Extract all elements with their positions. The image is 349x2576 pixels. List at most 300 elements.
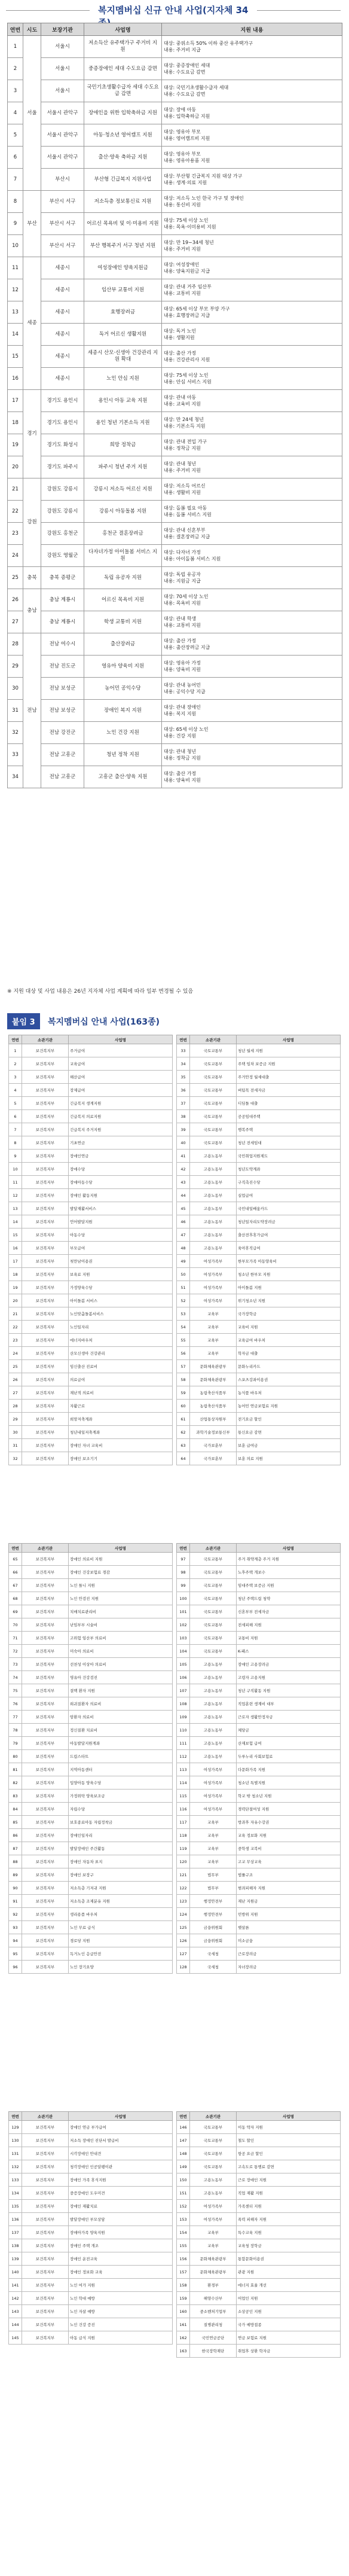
program-name: 장애인 자동차 표지 [69,1855,173,1868]
list-item [9,1110,173,1123]
program-no: 93 [9,1921,22,1934]
program-name: 국민내일배움카드 [237,1202,341,1215]
row-number: 27 [8,611,23,633]
list-item [9,1373,173,1386]
row-content: 대상: 영유아 부모 내용: 영유아용품 지원 [162,147,342,169]
program-name: 직업훈련 생계비 대부 [237,1697,341,1711]
list-item [9,1934,173,1947]
program-agency: 보건복지부 [22,1084,69,1097]
program-agency: 보건복지부 [22,2147,69,2160]
list-item [9,1452,173,1465]
subtable-header: 연번 [177,1544,190,1553]
program-no: 66 [9,1566,22,1579]
program-no: 148 [177,2147,190,2160]
program-agency: 행정안전부 [190,1895,237,1908]
list-item [177,2252,341,2266]
program-name: 청년일자리도약장려금 [237,1215,341,1228]
program-no: 67 [9,1579,22,1592]
table-row [8,545,342,567]
subtable-header: 사업명 [69,1035,173,1044]
list-item [9,1645,173,1658]
program-no: 96 [9,1961,22,1974]
list-item [9,1426,173,1439]
program-no: 121 [177,1868,190,1882]
program-no: 95 [9,1947,22,1961]
table-row [8,102,342,124]
program-name: 체당금 [237,1724,341,1737]
program-agency: 문화체육관광부 [190,2252,237,2266]
program-name: 노인 무료 급식 [69,1921,173,1934]
program-no: 64 [177,1452,190,1465]
table-row [8,766,342,788]
program-name: 중증장애인 도우미견 [69,2187,173,2200]
program-name: 고속도로 통행료 감면 [237,2160,341,2173]
program-agency: 보건복지부 [22,1044,69,1057]
list-item [9,1658,173,1671]
program-no: 114 [177,1776,190,1790]
program-no: 44 [177,1189,190,1202]
row-content: 대상: 국민기초생활수급자 세대 내용: 수도요금 감면 [162,80,342,102]
row-content: 대상: 관내 거주 임산부 내용: 교통비 지원 [162,279,342,301]
row-region: 서울 [23,36,41,191]
program-name: 노인일자리 [69,1321,173,1334]
program-agency: 보건복지부 [22,1553,69,1566]
program-name: 주택 임차 보증금 지원 [237,1057,341,1071]
row-program: 어르신 목욕비 지원 [84,589,162,611]
program-agency: 국토교통부 [190,1618,237,1632]
program-name: 결핵 환자 지원 [69,1684,173,1697]
program-no: 74 [9,1671,22,1684]
row-number: 34 [8,766,23,788]
program-agency: 교육부 [190,1842,237,1855]
program-agency: 보건복지부 [22,1724,69,1737]
program-agency: 국토교통부 [190,2121,237,2134]
list-item [177,1776,341,1790]
program-no: 92 [9,1908,22,1921]
row-agency: 세종시 [41,301,84,324]
program-name: 경로당 지원 [69,1934,173,1947]
program-agency: 보건복지부 [22,1189,69,1202]
program-no: 2 [9,1057,22,1071]
program-agency: 여성가족부 [190,1255,237,1268]
list-item [9,2226,173,2239]
row-number: 9 [8,213,23,235]
list-item [177,2331,341,2345]
list-item [9,1592,173,1605]
program-no: 84 [9,1803,22,1816]
program-no: 29 [9,1413,22,1426]
list-item [177,1592,341,1605]
program-no: 133 [9,2173,22,2187]
subtable-header: 사업명 [237,1544,341,1553]
program-name: 노인 학대 예방 [69,2292,173,2305]
program-no: 60 [177,1400,190,1413]
program-no: 134 [9,2187,22,2200]
program-name: 출산전후휴가급여 [237,1228,341,1242]
program-agency: 보건복지부 [22,2134,69,2147]
program-agency: 보건복지부 [22,2331,69,2345]
program-name: 전세피해 지원 [237,1618,341,1632]
program-agency: 보건복지부 [22,1400,69,1413]
subtable-header-row [177,2112,341,2121]
program-name: 부모급여 [69,1242,173,1255]
list-item [177,1136,341,1150]
list-item [177,1044,341,1057]
row-content: 대상: 만 24세 청년 내용: 기본소득 지원 [162,412,342,434]
row-agency: 전남 강진군 [41,722,84,744]
row-program: 강릉시 아동돌봄 지원 [84,501,162,523]
program-agency: 보건복지부 [22,1426,69,1439]
list-item [9,1360,173,1373]
program-name: 근로자 생활안정자금 [237,1711,341,1724]
program-name: 근로 장애인 지원 [237,2173,341,2187]
program-agency: 고용노동부 [190,1202,237,1215]
row-content: 대상: 장애 아동 내용: 입학축하금 지원 [162,102,342,124]
list-item [177,1334,341,1347]
list-item [177,1110,341,1123]
program-no: 155 [177,2239,190,2252]
program-agency: 법무부 [190,1868,237,1882]
program-name: 의료급여 [69,1373,173,1386]
subtable-header: 소관기관 [190,1544,237,1553]
row-region: 경기 [23,390,41,478]
program-agency: 보건복지부 [22,1097,69,1110]
list-item [9,1671,173,1684]
subtable-header-row [9,2112,173,2121]
program-agency: 보건복지부 [22,1386,69,1400]
list-item [177,1084,341,1097]
row-agency: 부산시 서구 [41,235,84,257]
program-no: 106 [177,1671,190,1684]
table-row [8,279,342,301]
list-item [177,1268,341,1281]
list-item [177,1163,341,1176]
program-agency: 보건복지부 [22,1373,69,1386]
list-item [177,2173,341,2187]
program-agency: 보건복지부 [22,1934,69,1947]
table-row [8,147,342,169]
table-row [8,301,342,324]
program-subtable-left [8,2111,173,2345]
list-item [9,1684,173,1697]
list-item [177,1242,341,1255]
program-name: 정신질환 치료비 [69,1724,173,1737]
program-agency: 국토교통부 [190,1579,237,1592]
program-agency: 산업통상자원부 [190,1413,237,1426]
row-program: 저소득층 정보통신료 지원 [84,191,162,213]
program-no: 4 [9,1084,22,1097]
program-agency: 고용노동부 [190,1684,237,1697]
program-name: 주거급여 [69,1044,173,1057]
program-name: 첫만남이용권 [69,1255,173,1268]
row-agency: 세종시 [41,346,84,368]
row-number: 21 [8,478,23,501]
program-agency: 보건복지부 [22,1816,69,1829]
program-name: 청각장애인 인공달팽이관 [69,2160,173,2173]
program-no: 158 [177,2279,190,2292]
program-agency: 보건복지부 [22,2266,69,2279]
row-number: 6 [8,147,23,169]
program-name: 노후주택 개보수 [237,1566,341,1579]
list-item [177,1645,341,1658]
program-no: 68 [9,1592,22,1605]
table-row [8,744,342,766]
attachment-badge: 붙임 3 [7,1013,40,1029]
list-item [177,1671,341,1684]
row-program: 다자녀가정 아이돌봄 서비스 지원 [84,545,162,567]
program-no: 150 [177,2173,190,2187]
program-name: 전기요금 할인 [237,1413,341,1426]
program-name: 스포츠강좌이용권 [237,1373,341,1386]
list-item [9,1947,173,1961]
list-item [9,1566,173,1579]
program-name: 육아휴직급여 [237,1242,341,1255]
row-agency: 강원도 강릉시 [41,501,84,523]
row-content: 대상: 관내 신혼부부 내용: 결혼장려금 지급 [162,523,342,545]
program-name: 경력단절여성 지원 [237,1803,341,1816]
section-header [7,1011,342,1029]
program-no: 11 [9,1176,22,1189]
table-row [8,611,342,633]
list-item [177,1386,341,1400]
program-agency: 국토교통부 [190,1123,237,1136]
program-subtable-right [176,1035,341,1465]
program-agency: 교육부 [190,2239,237,2252]
program-agency: 보건복지부 [22,1882,69,1895]
program-agency: 국토교통부 [190,1044,237,1057]
program-no: 87 [9,1842,22,1855]
row-content: 대상: 관내 아동 내용: 교육비 지원 [162,390,342,412]
title-bar [6,1,341,19]
program-name: 장제급여 [69,1084,173,1097]
program-agency: 고용노동부 [190,1163,237,1176]
program-no: 147 [177,2134,190,2147]
program-agency: 환경부 [190,2279,237,2292]
list-item [9,1882,173,1895]
program-name: 이동 약자 지원 [237,2121,341,2134]
row-program: 노인 안심 지원 [84,368,162,390]
row-agency: 부산시 서구 [41,213,84,235]
program-agency: 보건복지부 [22,1658,69,1671]
program-agency: 보건복지부 [22,2173,69,2187]
program-agency: 보건복지부 [22,1697,69,1711]
table-row [8,722,342,744]
program-no: 1 [9,1044,22,1057]
program-name: 학자금 대출 [237,1347,341,1360]
program-no: 39 [177,1123,190,1136]
list-item [9,1961,173,1974]
list-item [177,1882,341,1895]
program-agency: 과학기술정보통신부 [190,1426,237,1439]
list-item [177,1855,341,1868]
program-name: 국가장학금 [237,1307,341,1321]
list-item [177,1373,341,1386]
row-agency: 부산시 서구 [41,191,84,213]
program-name: 청년 전세임대 [237,1136,341,1150]
program-name: 산재보험 급여 [237,1737,341,1750]
program-no: 45 [177,1202,190,1215]
list-item [177,1281,341,1294]
program-agency: 보건복지부 [22,1123,69,1136]
program-agency: 보건복지부 [22,1592,69,1605]
program-agency: 한국장학재단 [190,2345,237,2358]
program-agency: 보건복지부 [22,1790,69,1803]
program-no: 156 [177,2252,190,2266]
program-no: 154 [177,2226,190,2239]
row-number: 33 [8,744,23,766]
list-item [9,1908,173,1921]
program-name: 노인 장기요양 [69,1961,173,1974]
table-row [8,478,342,501]
program-name: 저소득층 조제분유 지원 [69,1895,173,1908]
program-no: 59 [177,1386,190,1400]
list-item [177,2305,341,2318]
list-item [9,1921,173,1934]
row-content: 대상: 75세 이상 노인 내용: 목욕·이미용비 지원 [162,213,342,235]
program-agency: 고용노동부 [190,1658,237,1671]
list-item [177,1816,341,1829]
row-program: 용인시 아동 교육 지원 [84,390,162,412]
row-number: 17 [8,390,23,412]
program-name: 국민취업지원제도 [237,1150,341,1163]
program-agency: 보건복지부 [22,1579,69,1592]
program-no: 101 [177,1605,190,1618]
program-agency: 보건복지부 [22,2305,69,2318]
program-no: 26 [9,1373,22,1386]
program-name: 교육 정보화 지원 [237,1829,341,1842]
program-name: 노인 안검진 지원 [69,1592,173,1605]
program-name: 민방위 지원 [237,1908,341,1921]
program-name: 자립수당 [69,1803,173,1816]
row-number: 3 [8,80,23,102]
program-no: 152 [177,2200,190,2213]
program-name: 선천성 이상아 의료비 [69,1658,173,1671]
row-agency: 서울시 [41,58,84,80]
list-item [9,1215,173,1228]
program-no: 43 [177,1176,190,1189]
table-row [8,523,342,545]
program-agency: 국토교통부 [190,1071,237,1084]
program-no: 153 [177,2213,190,2226]
program-name: 중학생 교복비 [237,1842,341,1855]
program-no: 94 [9,1934,22,1947]
row-number: 22 [8,501,23,523]
program-agency: 금융위원회 [190,1934,237,1947]
row-agency: 경기도 파주시 [41,456,84,478]
row-agency: 세종시 [41,257,84,279]
program-name: 농어민 연금보험료 지원 [237,1400,341,1413]
program-name: 행복주택 [237,1123,341,1136]
list-item [177,2318,341,2331]
program-no: 112 [177,1750,190,1763]
program-agency: 고용노동부 [190,1242,237,1255]
program-agency: 고용노동부 [190,1724,237,1737]
program-no: 56 [177,1347,190,1360]
program-no: 161 [177,2318,190,2331]
row-number: 25 [8,567,23,589]
program-agency: 법무부 [190,1882,237,1895]
list-item [9,1307,173,1321]
program-name: 가정위탁 양육보조금 [69,1790,173,1803]
program-agency: 보건복지부 [22,2213,69,2226]
program-agency: 보건복지부 [22,1215,69,1228]
program-no: 41 [177,1150,190,1163]
row-content: 대상: 저소득 어르신 내용: 생활비 지원 [162,478,342,501]
program-name: 임신출산 진료비 [69,1360,173,1373]
header-no: 연번 [8,23,23,36]
list-item [9,1553,173,1566]
list-item [9,1737,173,1750]
program-name: 장애인 고용장려금 [237,1658,341,1671]
program-agency: 중소벤처기업부 [190,2305,237,2318]
list-item [9,1255,173,1268]
row-content: 대상: 부산형 긴급복지 지원 대상 가구 내용: 생계·의료 지원 [162,169,342,191]
program-agency: 고용노동부 [190,1176,237,1189]
list-item [9,1842,173,1855]
subtable-header: 연번 [9,2112,22,2121]
list-item [177,1202,341,1215]
program-agency: 교육부 [190,2226,237,2239]
program-name: 희귀질환자 의료비 [69,1697,173,1711]
program-no: 71 [9,1632,22,1645]
program-name: 고교 무상교육 [237,1855,341,1868]
program-agency: 여성가족부 [190,1763,237,1776]
program-name: 임대주택 보증금 지원 [237,1579,341,1592]
program-agency: 국토교통부 [190,1566,237,1579]
program-name: 장애인 운전교육 [69,2252,173,2266]
program-name: 아이돌봄 지원 [237,1281,341,1294]
list-item [9,1136,173,1150]
list-item [177,1605,341,1618]
program-no: 25 [9,1360,22,1373]
program-agency: 국토교통부 [190,1553,237,1566]
list-item [9,1724,173,1737]
program-no: 99 [177,1579,190,1592]
row-program: 파주시 청년 주거 지원 [84,456,162,478]
program-no: 135 [9,2200,22,2213]
row-region: 충남 [23,589,41,633]
list-item [9,2279,173,2292]
list-item [177,1829,341,1842]
program-name: 생리용품 바우처 [69,1908,173,1921]
row-program: 농어민 공익수당 [84,678,162,700]
program-no: 23 [9,1334,22,1347]
program-agency: 보건복지부 [22,1618,69,1632]
row-content: 대상: 다자녀 가정 내용: 아이돌봄 서비스 지원 [162,545,342,567]
list-item [9,1163,173,1176]
program-no: 131 [9,2147,22,2160]
row-content: 대상: 75세 이상 노인 내용: 안심 서비스 지원 [162,368,342,390]
program-name: 교육급여 [69,1057,173,1071]
list-item [9,2239,173,2252]
program-no: 32 [9,1452,22,1465]
program-name: 주거안정 월세대출 [237,1071,341,1084]
program-name: 노인 자살 예방 [69,2305,173,2318]
list-item [9,1803,173,1816]
list-item [177,1908,341,1921]
list-item [9,2147,173,2160]
program-no: 61 [177,1413,190,1426]
row-number: 16 [8,368,23,390]
row-content: 대상: 저소득 노인 한국 가구 및 장애인 내용: 통신비 지원 [162,191,342,213]
program-no: 73 [9,1658,22,1671]
program-agency: 여성가족부 [190,1268,237,1281]
list-item [9,1763,173,1776]
row-agency: 세종시 [41,279,84,301]
row-number: 26 [8,589,23,611]
program-no: 120 [177,1855,190,1868]
row-agency: 충남 계룡시 [41,611,84,633]
